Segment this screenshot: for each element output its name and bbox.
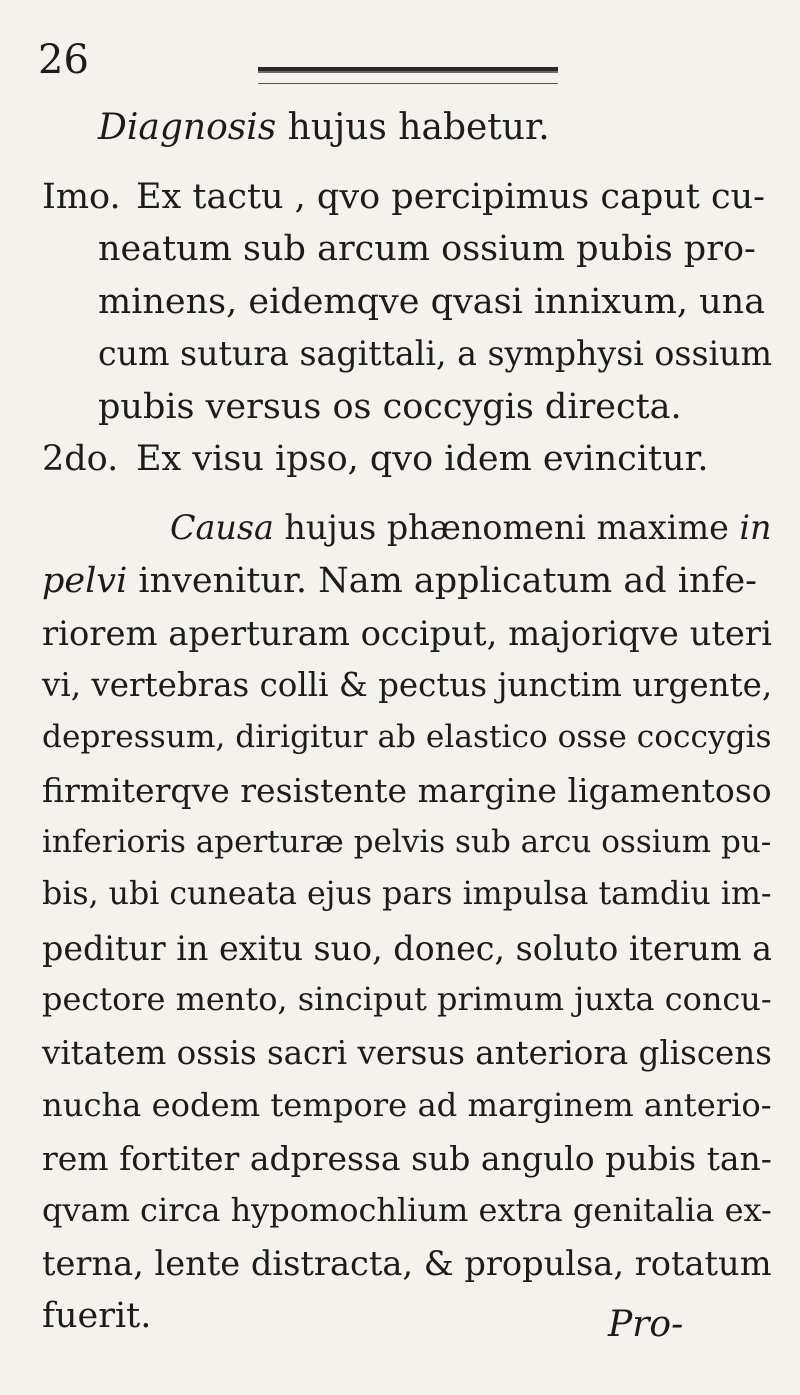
paragraph-line: nucha eodem tempore ad marginem anterio- [42, 1086, 772, 1124]
paragraph-line: peditur in exitu suo, donec, soluto iterum a [42, 929, 772, 968]
item1-line: pubis versus os coccygis directa. [98, 387, 682, 427]
paragraph-line: pectore mento, sinciput primum juxta concu- [42, 980, 772, 1018]
paragraph-line: firmiterqve resistente margine ligamentoso [42, 771, 772, 810]
causa-em: in [739, 508, 772, 547]
item1-line: Ex tactu , qvo percipimus caput cu- [136, 177, 765, 217]
heading-term: Diagnosis [98, 107, 277, 148]
item1-line: cum sutura sagittali, a symphysi ossium [98, 334, 773, 373]
paragraph-line: vitatem ossis sacri versus anteriora gliscens [42, 1034, 772, 1072]
section-heading [98, 107, 550, 148]
heading-rest: hujus habetur. [276, 107, 550, 148]
page-number: 26 [38, 37, 89, 83]
paragraph-line: rem fortiter adpressa sub angulo pubis tan- [42, 1139, 772, 1178]
header-rule [258, 67, 558, 73]
causa-em-pelvi: pelvi [42, 561, 128, 601]
catchword: Pro- [608, 1304, 684, 1345]
item2-marker: 2do. [42, 439, 119, 479]
paragraph-line: depressum, dirigitur ab elastico osse coccygis [42, 719, 772, 755]
causa-term: Causa [170, 508, 274, 547]
paragraph-line: fuerit. [42, 1296, 152, 1336]
paragraph-line: bis, ubi cuneata ejus pars impulsa tamdiu im- [42, 876, 772, 912]
paragraph-line: qvam circa hypomochlium extra genitalia ex- [42, 1191, 772, 1229]
paragraph-line: inferioris aperturæ pelvis sub arcu ossium pu- [42, 824, 772, 860]
causa-text: hujus phænomeni maxime [273, 508, 740, 547]
item1-line: neatum sub arcum ossium pubis pro- [98, 229, 756, 269]
header-rule-thin [258, 83, 558, 84]
causa-text-2: invenitur. Nam applicatum ad infe- [127, 561, 757, 601]
paragraph-line: riorem aperturam occiput, majoriqve uteri [42, 614, 772, 653]
paragraph-line: terna, lente distracta, & propulsa, rotatum [42, 1244, 772, 1283]
causa-first-line [170, 508, 772, 547]
causa-second-line [42, 561, 757, 601]
item1-marker: Imo. [42, 177, 121, 217]
item2-text: Ex visu ipso, qvo idem evincitur. [136, 439, 709, 479]
item1-line: minens, eidemqve qvasi innixum, una [98, 282, 766, 322]
paragraph-line: vi, vertebras colli & pectus junctim urgente, [42, 666, 773, 704]
